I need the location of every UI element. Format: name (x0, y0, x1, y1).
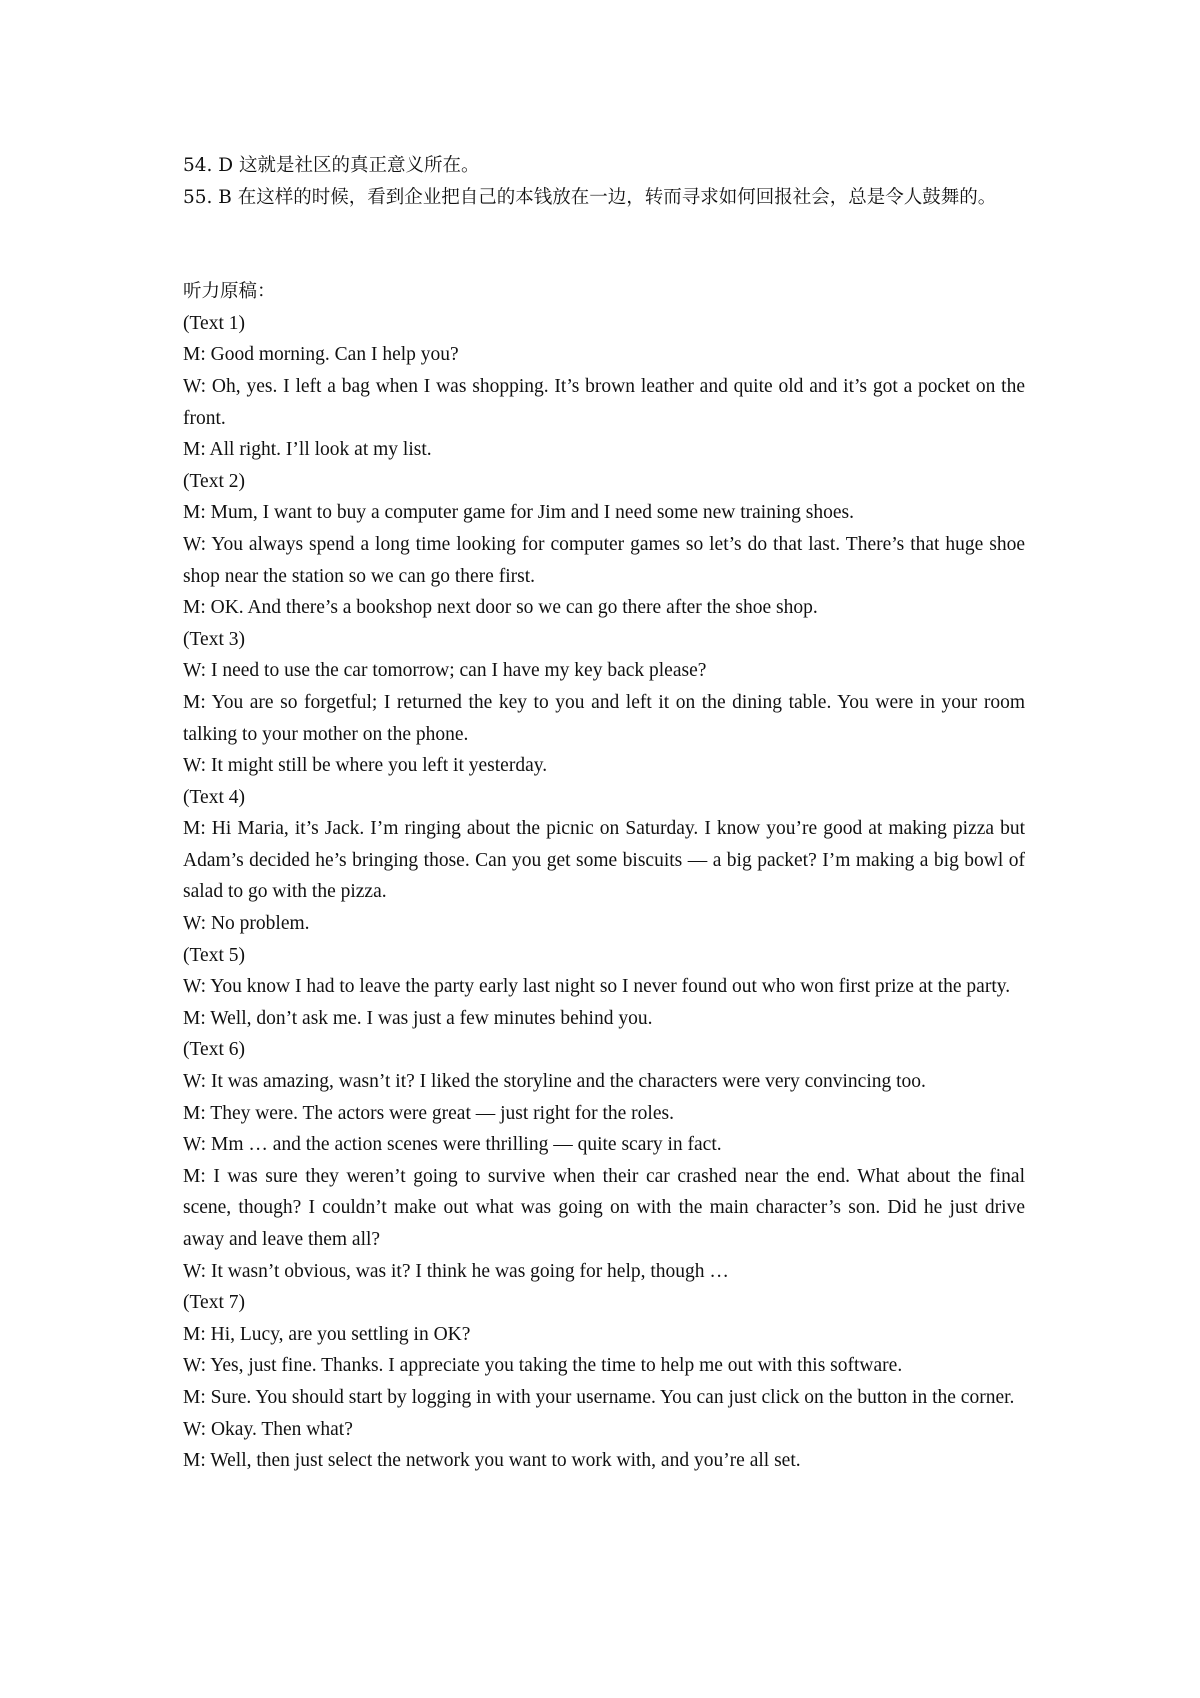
transcript-line: (Text 7) (183, 1292, 245, 1314)
transcript-line: (Text 4) (183, 786, 245, 808)
transcript-line: M: Good morning. Can I help you? (183, 344, 459, 366)
transcript-line: W: I need to use the car tomorrow; can I have my key back please? (183, 660, 707, 682)
document-page (183, 150, 1025, 1477)
transcript-line: W: No problem. (183, 913, 310, 935)
transcript-line: M: Mum, I want to buy a computer game for Jim and I need some new training shoes. (183, 502, 854, 524)
transcript-line: M: Hi, Lucy, are you settling in OK? (183, 1323, 471, 1345)
transcript-line: W: You always spend a long time looking for computer games so let’s do that last. There’s that huge shoe shop near the station so we can go there first. (183, 533, 1025, 587)
transcript-line: M: They were. The actors were great — just right for the roles. (183, 1102, 674, 1124)
transcript-line: (Text 6) (183, 1039, 245, 1061)
transcript-line: W: It wasn’t obvious, was it? I think he was going for help, though … (183, 1260, 729, 1282)
transcript-line: M: Hi Maria, it’s Jack. I’m ringing about the picnic on Saturday. I know you’re good at making pizza but Adam’s decided he’s bringing those. Can you get some biscuits — a big packet? I’m making a big bowl of salad to go with the pizza. (183, 818, 1025, 903)
transcript-line: W: Oh, yes. I left a bag when I was shopping. It’s brown leather and quite old and it’s got a pocket on the front. (183, 375, 1025, 429)
transcript-line: (Text 3) (183, 628, 245, 650)
transcript-heading: 听力原稿： (183, 281, 276, 303)
transcript-line: M: OK. And there’s a bookshop next door so we can go there after the shoe shop. (183, 597, 818, 619)
answer-54: 54. D 这就是社区的真正意义所在。 (183, 155, 480, 176)
transcript-line: M: You are so forgetful; I returned the key to you and left it on the dining table. You were in your room talking to your mother on the phone. (183, 691, 1025, 745)
transcript-line: M: Well, don’t ask me. I was just a few minutes behind you. (183, 1007, 653, 1029)
transcript-line: W: It was amazing, wasn’t it? I liked the storyline and the characters were very convincing too. (183, 1071, 926, 1093)
transcript-line: (Text 2) (183, 470, 245, 492)
transcript-line: W: Mm … and the action scenes were thrilling — quite scary in fact. (183, 1134, 722, 1156)
section-gap (183, 213, 1025, 276)
transcript-line: W: Yes, just fine. Thanks. I appreciate you taking the time to help me out with this software. (183, 1355, 903, 1377)
transcript-line: (Text 1) (183, 312, 245, 334)
answer-55: 55. B 在这样的时候，看到企业把自己的本钱放在一边，转而寻求如何回报社会，总是令人鼓舞的。 (183, 186, 997, 208)
transcript-line: M: All right. I’ll look at my list. (183, 439, 432, 461)
transcript-line: W: You know I had to leave the party early last night so I never found out who won first prize at the party. (183, 976, 1011, 998)
transcript-line: M: I was sure they weren’t going to survive when their car crashed near the end. What about the final scene, though? I couldn’t make out what was going on with the main character’s son. Did he just drive away and leave them all? (183, 1165, 1025, 1250)
transcript-line: M: Sure. You should start by logging in with your username. You can just click on the button in the corner. (183, 1386, 1015, 1408)
transcript-line: M: Well, then just select the network you want to work with, and you’re all set. (183, 1450, 801, 1472)
transcript-line: W: It might still be where you left it yesterday. (183, 755, 548, 777)
transcript-line: W: Okay. Then what? (183, 1418, 353, 1440)
transcript-line: (Text 5) (183, 944, 245, 966)
transcript-body (183, 308, 1025, 1477)
